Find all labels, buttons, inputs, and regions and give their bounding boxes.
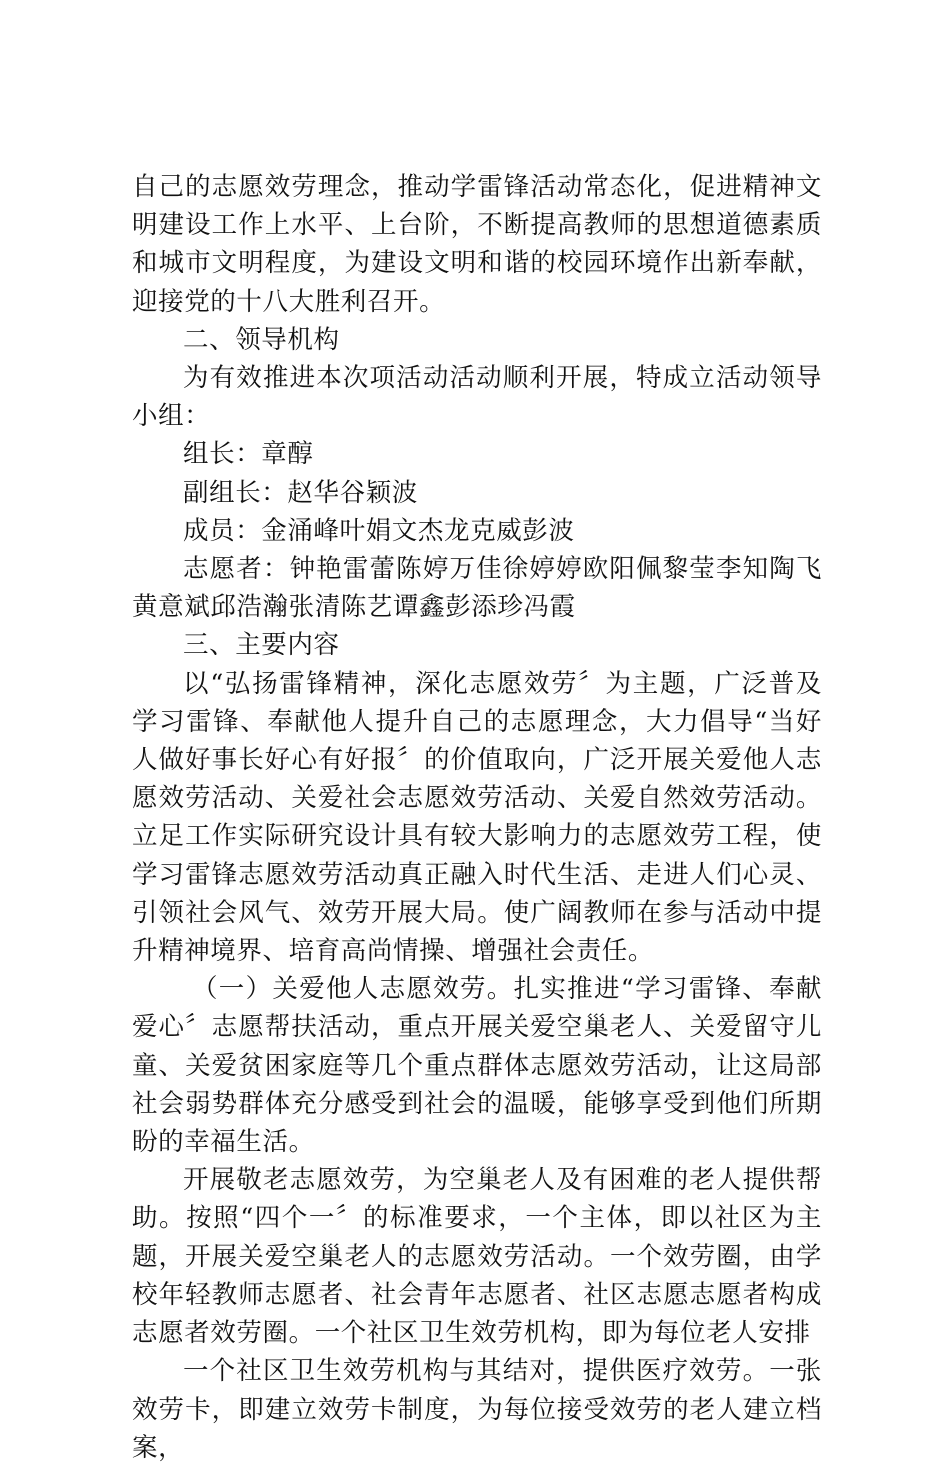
paragraph-leadership-intro: 为有效推进本次项活动活动顺利开展，特成立活动领导小组： — [132, 363, 822, 432]
paragraph-elderly-service: 开展敬老志愿效劳，为空巢老人及有困难的老人提供帮助。按照“四个一〞的标准要求，一个主体，即以社区为主题，开展关爱空巢老人的志愿效劳活动。一个效劳圈，由学校年轻教师志愿者、社会青年志愿者、社区志愿志愿者构成志愿者效劳圈。一个社区卫生效劳机构，即为每位老人安排 — [132, 1165, 822, 1349]
section-heading-leadership: 二、领导机构 — [183, 324, 340, 355]
section-heading-main-content: 三、主要内容 — [183, 630, 340, 661]
paragraph-health-service: 一个社区卫生效劳机构与其结对，提供医疗效劳。一张效劳卡，即建立效劳卡制度，为每位接受效劳的老人建立档案， — [132, 1356, 822, 1463]
paragraph-group-leader: 组长：章醇 — [183, 439, 314, 470]
paragraph-main-content: 以“弘扬雷锋精神，深化志愿效劳〞为主题，广泛普及学习雷锋、奉献他人提升自己的志愿理念，大力倡导“当好人做好事长好心有好报〞的价值取向，广泛开展关爱他人志愿效劳活动、关爱社会志愿效劳活动、关爱自然效劳活动。立足工作实际研究设计具有较大影响力的志愿效劳工程，使学习雷锋志愿效劳活动真正融入时代生活、走进人们心灵、引领社会风气、效劳开展大局。使广阔教师在参与活动中提升精神境界、培育高尚情操、增强社会责任。 — [132, 668, 822, 967]
document-body — [132, 168, 822, 1467]
paragraph-care-for-others: （一）关爱他人志愿效劳。扎实推进“学习雷锋、奉献爱心〞志愿帮扶活动，重点开展关爱空巢老人、关爱留守儿童、关爱贫困家庭等几个重点群体志愿效劳活动，让这局部社会弱势群体充分感受到社会的温暖，能够享受到他们所期盼的幸福生活。 — [132, 974, 822, 1158]
paragraph-volunteers: 志愿者：钟艳雷蕾陈婷万佳徐婷婷欧阳佩黎莹李知陶飞黄意斌邱浩瀚张清陈艺谭鑫彭添珍冯霞 — [132, 554, 822, 623]
paragraph-deputy-leader: 副组长：赵华谷颖波 — [183, 477, 418, 508]
paragraph-continuation: 自己的志愿效劳理念，推动学雷锋活动常态化，促进精神文明建设工作上水平、上台阶，不断提高教师的思想道德素质和城市文明程度，为建设文明和谐的校园环境作出新奉献，迎接党的十八大胜利召开。 — [132, 172, 822, 317]
paragraph-members: 成员：金涌峰叶娟文杰龙克威彭波 — [183, 515, 575, 546]
